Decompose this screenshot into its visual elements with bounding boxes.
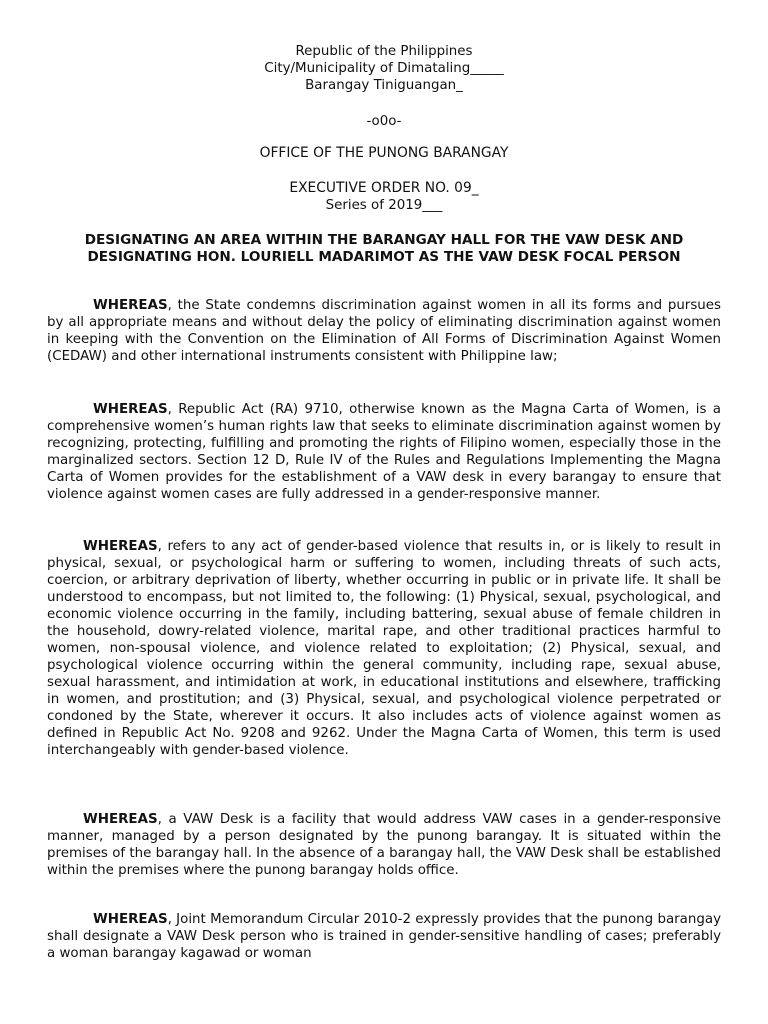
republic-heading: Republic of the Philippines <box>295 44 473 59</box>
paragraph-text: , Republic Act (RA) 9710, otherwise known as the Magna Carta of Women, is a comprehensive women’s human rights law that seeks to eliminate discrimination against women by recognizing, protecting, fulfilling and promoting the rights of Filipino women, especially those in the marginalized sectors. Section 12 D, Rule IV of the Rules and Regulations Implementing the Magna Carta of Women provides for the establishment of a VAW desk in every barangay to ensure that violence against women cases are fully addressed in a gender-responsive manner. <box>47 402 721 502</box>
whereas-paragraph-1 <box>47 297 721 365</box>
paragraph-text: , refers to any act of gender-based violence that results in, or is likely to result in physical, sexual, or psychological harm or suffering to women, including threats of such acts, coercion, or arbitrary deprivation of liberty, whether occurring in public or in private life. It shall be understood to encompass, but not limited to, the following: (1) Physical, sexual, psychological, and economic violence occurring in the family, including battering, sexual abuse of female children in the household, dowry-related violence, marital rape, and other traditional practices harmful to women, non-spousal violence, and violence related to exploitation; (2) Physical, sexual, and psychological violence occurring within the general community, including rape, sexual abuse, sexual harassment, and intimidation at work, in educational institutions and elsewhere, trafficking in women, and prostitution; and (3) Physical, sexual, and psychological violence perpetrated or condoned by the State, wherever it occurs. It also includes acts of violence against women as defined in Republic Act No. 9208 and 9262. Under the Magna Carta of Women, this term is used interchangeably with gender-based violence. <box>47 539 721 758</box>
city-heading: City/Municipality of Dimataling_____ <box>264 61 504 76</box>
order-title: DESIGNATING AN AREA WITHIN THE BARANGAY HALL FOR THE VAW DESK AND DESIGNATING HON. LOURIELL MADARIMOT AS THE VAW DESK FOCAL PERSON <box>84 232 684 265</box>
whereas-paragraph-2 <box>47 401 721 503</box>
barangay-heading: Barangay Tiniguangan_ <box>305 78 463 93</box>
executive-order-number: EXECUTIVE ORDER NO. 09_ <box>289 180 479 196</box>
whereas-paragraph-4 <box>47 811 721 879</box>
paragraph-text: , Joint Memorandum Circular 2010-2 expressly provides that the punong barangay shall designate a VAW Desk person who is trained in gender-sensitive handling of cases; preferably a woman barangay kagawad or woman <box>47 912 721 961</box>
paragraph-text: , the State condemns discrimination against women in all its forms and pursues by all appropriate means and without delay the policy of eliminating discrimination against women in keeping with the Convention on the Elimination of All Forms of Discrimination Against Women (CEDAW) and other international instruments consistent with Philippine law; <box>47 298 721 364</box>
whereas-lead: WHEREAS <box>83 812 158 827</box>
paragraph-text: , a VAW Desk is a facility that would address VAW cases in a gender-responsive manner, managed by a person designated by the punong barangay. It is situated within the premises of the barangay hall. In the absence of a barangay hall, the VAW Desk shall be established within the premises where the punong barangay holds office. <box>47 812 721 878</box>
separator: -o0o- <box>366 114 402 129</box>
whereas-paragraph-5 <box>47 911 721 962</box>
whereas-lead: WHEREAS <box>93 402 168 417</box>
whereas-lead: WHEREAS <box>93 912 168 927</box>
office-heading: OFFICE OF THE PUNONG BARANGAY <box>259 145 509 161</box>
whereas-lead: WHEREAS <box>83 539 158 554</box>
whereas-paragraph-3 <box>47 538 721 759</box>
series-line: Series of 2019___ <box>325 198 443 213</box>
whereas-lead: WHEREAS <box>93 298 168 313</box>
